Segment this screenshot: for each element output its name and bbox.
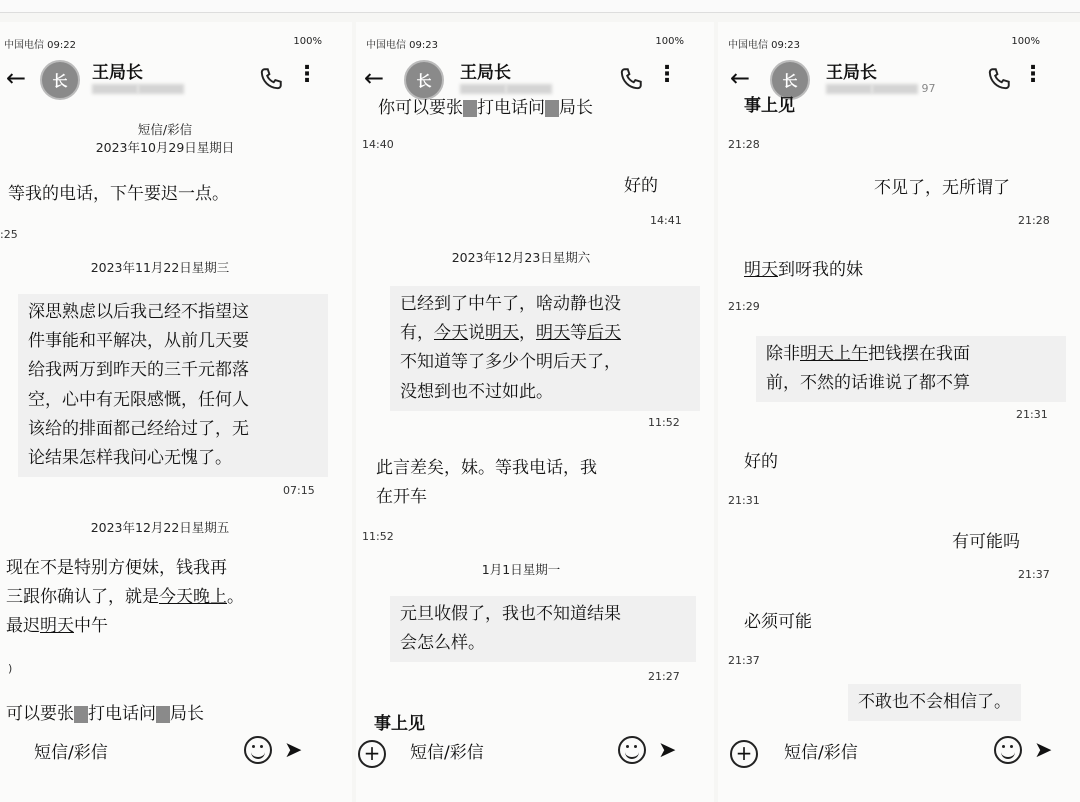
message-line: 现在不是特别方便妹，钱我再 (6, 558, 227, 578)
more-options-icon[interactable]: ⋮ (296, 62, 318, 87)
composer-bar (356, 738, 714, 790)
avatar[interactable]: 长 (404, 60, 444, 100)
thread-type-label: 短信/彩信 (137, 122, 193, 137)
redaction-mosaic (545, 100, 559, 117)
emoji-icon[interactable] (244, 736, 272, 764)
incoming-message[interactable] (6, 554, 306, 642)
status-battery: 100% (655, 36, 684, 47)
message-line (6, 583, 306, 612)
message-text: 你可以要张 (378, 98, 463, 118)
contact-name: 王局长 (460, 63, 511, 83)
message-input[interactable]: 短信/彩信 (410, 743, 484, 763)
redaction-mosaic (74, 706, 88, 723)
message-text: 可以要张 (6, 704, 74, 724)
message-text: 打电话问 (477, 98, 545, 118)
message-text: 打电话问 (88, 704, 156, 724)
message-text: 说 (468, 323, 485, 344)
underlined-text: 后天 (587, 323, 621, 344)
more-options-icon[interactable]: ⋮ (1022, 62, 1044, 87)
avatar[interactable]: 长 (770, 60, 810, 100)
underlined-text: 明天 (744, 260, 778, 280)
message-input[interactable]: 短信/彩信 (34, 743, 108, 763)
outgoing-message[interactable]: 好的 (624, 176, 658, 196)
contact-number-redacted (826, 82, 936, 95)
date-separator: 2023年10月29日星期日 (95, 140, 235, 155)
composer-bar (718, 738, 1080, 790)
message-text: 有， (400, 323, 434, 344)
message-time: 21:28 (1018, 214, 1050, 227)
status-carrier-time: 中国电信 09:23 (728, 40, 800, 51)
contact-number-redacted (92, 82, 184, 95)
underlined-text: 明天 (485, 323, 519, 344)
message-text: 最迟 (6, 616, 40, 637)
send-icon[interactable]: ➤ (284, 738, 303, 763)
message-line: 不知道等了多少个明后天了， (400, 352, 621, 373)
message-text: ， (519, 323, 536, 344)
message-text: 到呀我的妹 (778, 260, 863, 280)
outgoing-message[interactable] (18, 294, 328, 477)
composer-bar (0, 738, 352, 790)
contact-number-suffix: 97 (921, 82, 936, 95)
date-separator: 1月1日星期一 (481, 562, 561, 577)
date-separator: 2023年11月22日星期三 (90, 260, 230, 275)
incoming-message[interactable]: 事上见 (744, 96, 795, 116)
incoming-message[interactable]: 等我的电话，下午要迟一点。 (8, 184, 229, 204)
incoming-message[interactable]: 好的 (744, 452, 778, 472)
message-line: 论结果怎样我问心无愧了。 (28, 448, 232, 469)
message-text: 中午 (74, 616, 108, 637)
message-time: 21:37 (728, 654, 760, 667)
message-line: 该给的排面都己经给过了，无 (28, 418, 249, 439)
outgoing-message[interactable] (756, 336, 1066, 402)
message-time: 11:52 (362, 530, 394, 543)
paper-edge (0, 0, 1080, 13)
message-time: 21:28 (728, 138, 760, 151)
message-text: 。 (227, 587, 244, 608)
outgoing-message[interactable]: 有可能吗 (952, 532, 1020, 552)
redaction-mosaic (156, 706, 170, 723)
outgoing-message[interactable]: 不敢也不会相信了。 (848, 684, 1021, 721)
underlined-text: 明天上午 (800, 344, 868, 364)
outgoing-message[interactable] (390, 596, 696, 662)
message-line: 会怎么样。 (400, 633, 485, 654)
date-separator: 2023年12月22日星期五 (90, 520, 230, 535)
message-text: 把钱摆在我面 (868, 344, 970, 364)
message-line: 给我两万到昨天的三千元都落 (28, 360, 249, 381)
send-icon[interactable]: ➤ (658, 738, 677, 763)
send-icon[interactable]: ➤ (1034, 738, 1053, 763)
contact-name: 王局长 (92, 63, 143, 83)
message-time: 21:27 (648, 670, 680, 683)
back-arrow-icon[interactable]: ← (6, 64, 27, 92)
message-time: 14:40 (362, 138, 394, 151)
date-separator: 2023年12月23日星期六 (451, 250, 591, 265)
message-line (6, 612, 306, 641)
screenshot-pane-2 (356, 22, 714, 802)
message-time: 21:31 (1016, 408, 1048, 421)
message-time: 07:15 (283, 484, 315, 497)
outgoing-message[interactable] (378, 94, 593, 123)
phone-icon[interactable] (618, 66, 644, 92)
message-line (766, 340, 1056, 369)
underlined-text: 今天晚上 (159, 587, 227, 608)
message-time: :25 (0, 228, 18, 241)
incoming-message[interactable]: 事上见 (374, 714, 425, 734)
outgoing-message[interactable] (390, 286, 700, 411)
message-input[interactable]: 短信/彩信 (784, 743, 858, 763)
message-line (400, 319, 690, 348)
back-arrow-icon[interactable]: ← (364, 64, 385, 92)
conversation-header (0, 60, 352, 102)
status-carrier-time: 中国电信 09:22 (4, 40, 76, 51)
message-line: 前，不然的话谁说了都不算 (766, 373, 970, 394)
avatar[interactable]: 长 (40, 60, 80, 100)
message-text: 等 (570, 323, 587, 344)
message-time: 21:37 (1018, 568, 1050, 581)
back-arrow-icon[interactable]: ← (730, 64, 751, 92)
message-time: 21:31 (728, 494, 760, 507)
message-time: 21:29 (728, 300, 760, 313)
message-time: ) (8, 662, 13, 675)
outgoing-message[interactable]: 不见了，无所谓了 (874, 178, 1010, 198)
status-carrier-time: 中国电信 09:23 (366, 40, 438, 51)
status-battery: 100% (293, 36, 322, 47)
message-text: 三跟你确认了，就是 (6, 587, 159, 608)
add-attachment-icon[interactable]: + (358, 740, 386, 768)
message-line: 件事能和平解决，从前几天要 (28, 331, 249, 352)
incoming-message[interactable]: 必须可能 (744, 612, 812, 632)
message-line: 元旦收假了，我也不知道结果 (400, 604, 621, 624)
message-time: 14:41 (650, 214, 682, 227)
emoji-icon[interactable] (994, 736, 1022, 764)
add-attachment-icon[interactable]: + (730, 740, 758, 768)
underlined-text: 明天 (536, 323, 570, 344)
underlined-text: 今天 (434, 323, 468, 344)
message-line: 空，心中有无限感慨，任何人 (28, 389, 249, 410)
message-time: 11:52 (648, 416, 680, 429)
status-battery: 100% (1011, 36, 1040, 47)
contact-name: 王局长 (826, 63, 877, 83)
emoji-icon[interactable] (618, 736, 646, 764)
message-text: 局长 (559, 98, 593, 118)
incoming-message[interactable] (6, 700, 204, 729)
screenshot-pane-1 (0, 22, 352, 802)
screenshot-pane-3 (718, 22, 1080, 802)
message-line: 没想到也不过如此。 (400, 381, 553, 402)
message-line: 在开车 (376, 487, 427, 508)
message-line: 此言差矣，妹。等我电话，我 (376, 458, 597, 478)
phone-icon[interactable] (258, 66, 284, 92)
message-line: 深思熟虑以后我己经不指望这 (28, 302, 249, 322)
incoming-message[interactable] (376, 454, 666, 512)
incoming-message[interactable] (744, 256, 863, 285)
message-text: 局长 (170, 704, 204, 724)
underlined-text: 明天 (40, 616, 74, 637)
message-line: 已经到了中午了，啥动静也没 (400, 294, 621, 314)
more-options-icon[interactable]: ⋮ (656, 62, 678, 87)
message-text: 除非 (766, 344, 800, 364)
phone-icon[interactable] (986, 66, 1012, 92)
redaction-mosaic (463, 100, 477, 117)
